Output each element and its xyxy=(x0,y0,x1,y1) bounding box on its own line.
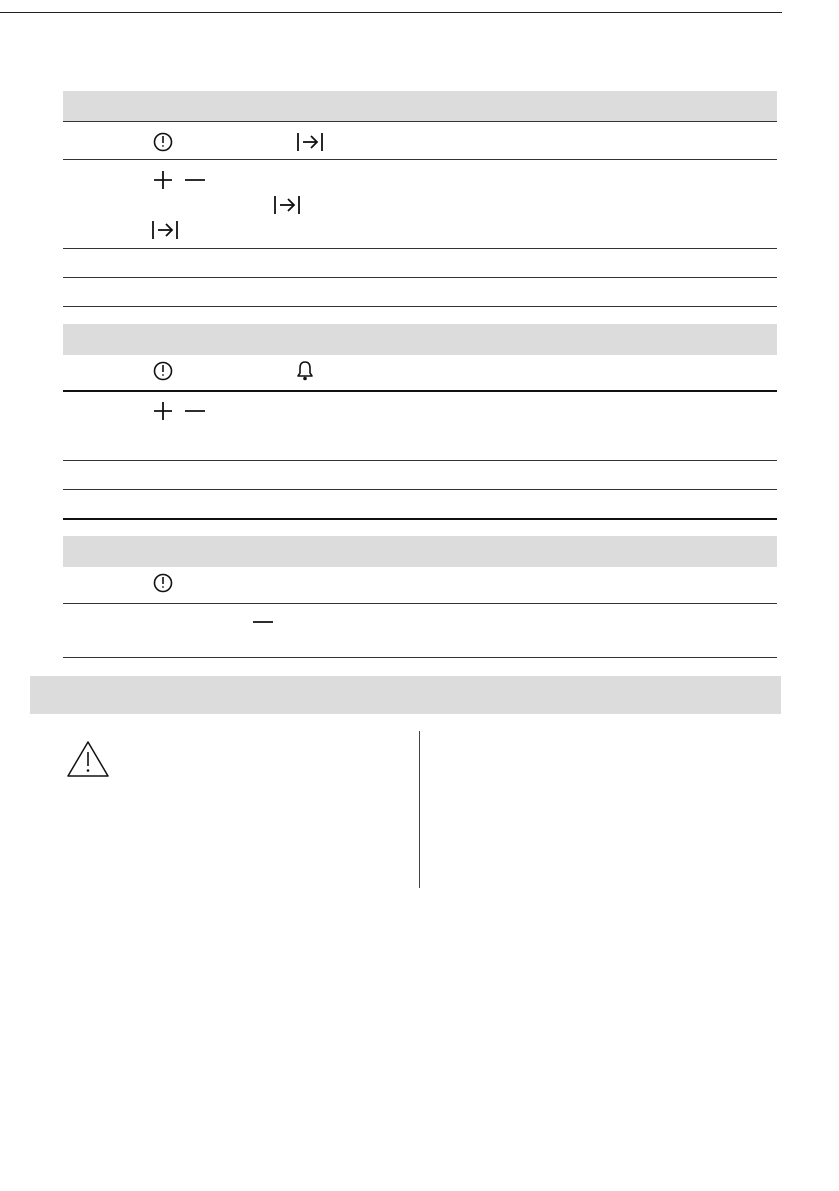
table-1-row-4 xyxy=(63,278,777,307)
table-3-row-2 xyxy=(63,604,777,658)
clock-icon xyxy=(153,573,173,593)
bell-icon xyxy=(296,360,314,382)
plus-icon xyxy=(153,170,173,190)
warning-triangle-icon xyxy=(66,740,110,783)
minus-icon xyxy=(184,401,206,421)
clock-icon xyxy=(153,132,173,152)
minus-icon xyxy=(252,612,274,632)
table-3 xyxy=(63,536,777,658)
table-1-row-1 xyxy=(63,122,777,160)
minus-icon xyxy=(184,170,206,190)
page-top-rule xyxy=(0,12,782,13)
clock-icon xyxy=(153,361,173,381)
table-2 xyxy=(63,324,777,520)
table-3-header-band xyxy=(63,536,777,567)
table-1-row-2 xyxy=(63,160,777,249)
skip-to-end-icon xyxy=(273,194,301,216)
table-2-row-1 xyxy=(63,355,777,392)
table-2-row-4 xyxy=(63,490,777,520)
column-divider xyxy=(419,731,420,888)
table-1-row-3 xyxy=(63,249,777,278)
table-1 xyxy=(63,91,777,307)
table-1-header-band xyxy=(63,91,777,121)
table-3-row-1 xyxy=(63,567,777,604)
skip-to-end-icon xyxy=(151,219,179,241)
table-2-row-3 xyxy=(63,461,777,490)
skip-to-end-icon xyxy=(296,131,324,153)
section-header-band xyxy=(30,676,781,714)
plus-icon xyxy=(153,401,173,421)
table-2-row-2 xyxy=(63,392,777,461)
table-2-header-band xyxy=(63,324,777,355)
